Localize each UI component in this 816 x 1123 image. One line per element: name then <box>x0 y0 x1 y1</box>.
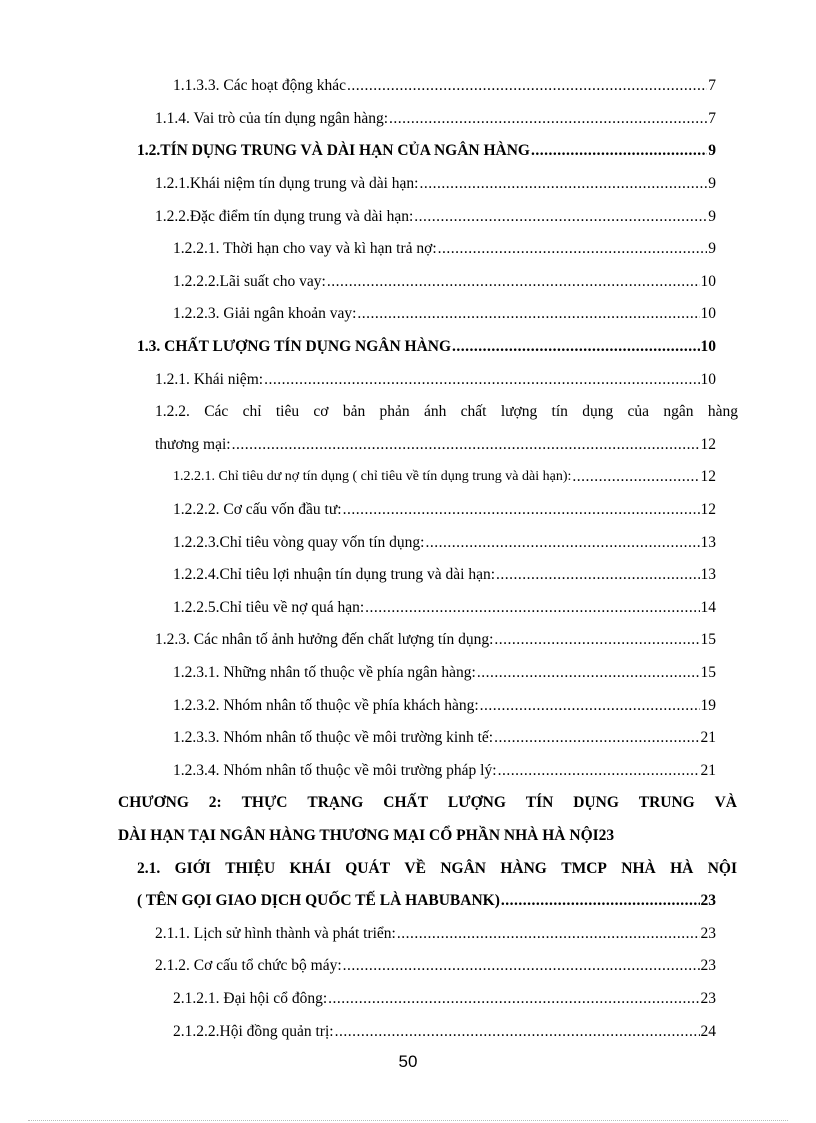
page-edge-divider <box>28 1120 788 1121</box>
toc-word: chỉ <box>242 403 262 421</box>
toc-word: VÀ <box>714 794 737 812</box>
toc-word: GIỚI <box>174 859 211 877</box>
toc-word: 2: <box>208 794 222 812</box>
toc-entry-title: 1.2.2.2. Cơ cấu vốn đầu tư: <box>173 501 342 519</box>
toc-entry-title: 1.2.3.3. Nhóm nhân tố thuộc về môi trường kinh tế: <box>173 729 494 747</box>
toc-entry <box>0 494 816 527</box>
toc-entry <box>0 429 816 462</box>
toc-word: LƯỢNG <box>447 794 506 812</box>
toc-entry-title: thương mại: <box>155 435 231 453</box>
toc-entry <box>0 461 816 494</box>
toc-page-number: 7 <box>708 109 716 127</box>
toc-entry-title: 1.2.3.2. Nhóm nhân tố thuộc về phía khách hàng: <box>173 696 479 714</box>
toc-entry <box>0 1015 816 1048</box>
toc-entry <box>0 331 816 364</box>
leader-dots <box>343 501 700 519</box>
toc-entry-title: 1.2.1.Khái niệm tín dụng trung và dài hạn: <box>155 175 419 193</box>
page-number-footer: 50 <box>398 1052 418 1071</box>
chapter-heading <box>0 787 816 820</box>
toc-word: TRẠNG <box>307 794 364 812</box>
toc-entry-title: 1.2.2.4.Chỉ tiêu lợi nhuận tín dụng trung và dài hạn: <box>173 566 496 584</box>
toc-entry <box>0 135 816 168</box>
toc-word: dụng <box>582 403 614 421</box>
leader-dots <box>419 175 707 193</box>
toc-word: TRUNG <box>638 794 695 812</box>
toc-entry-title: 1.2.3.4. Nhóm nhân tố thuộc về môi trường pháp lý: <box>173 761 497 779</box>
toc-entry-title: 1.2.TÍN DỤNG TRUNG VÀ DÀI HẠN CỦA NGÂN HÀNG <box>137 142 530 160</box>
toc-entry <box>0 917 816 950</box>
toc-word: HÀNG <box>500 859 547 877</box>
toc-page-number: 21 <box>700 729 716 747</box>
toc-entry <box>0 298 816 331</box>
toc-word: chất <box>460 403 487 421</box>
leader-dots <box>494 631 699 649</box>
toc-page-number: 23 <box>700 989 716 1007</box>
leader-dots <box>498 762 700 780</box>
toc-page-number: 12 <box>700 435 716 453</box>
toc-word: 1.2.2. <box>155 403 190 421</box>
toc-entry-title: 1.1.4. Vai trò của tín dụng ngân hàng: <box>155 109 389 127</box>
toc-entry <box>0 592 816 625</box>
toc-page-number: 13 <box>700 533 716 551</box>
leader-dots <box>501 892 700 910</box>
leader-dots <box>572 468 699 486</box>
toc-entry <box>0 266 816 299</box>
toc-page-number: 24 <box>700 1022 716 1040</box>
toc-word: Các <box>204 403 229 421</box>
toc-entry <box>0 559 816 592</box>
toc-word: của <box>627 403 650 421</box>
leader-dots <box>232 436 700 454</box>
toc-page-number: 10 <box>700 305 716 323</box>
leader-dots <box>531 142 707 160</box>
toc-word: 2.1. <box>137 859 161 877</box>
toc-entry-justified <box>0 396 816 429</box>
toc-entry-title: 2.1.1. Lịch sử hình thành và phát triển: <box>155 924 396 942</box>
toc-page-number: 9 <box>708 240 716 258</box>
toc-word: hàng <box>707 403 738 421</box>
toc-entry-title: 1.1.3.3. Các hoạt động khác <box>173 77 347 95</box>
toc-entry-title: 2.1.2. Cơ cấu tổ chức bộ máy: <box>155 957 342 975</box>
toc-page-number: 12 <box>700 468 716 486</box>
toc-word: DỤNG <box>573 794 619 812</box>
toc-entry-title: 1.2.2.3.Chỉ tiêu vòng quay vốn tín dụng: <box>173 533 425 551</box>
toc-entry <box>0 983 816 1016</box>
toc-page-number: 10 <box>700 370 716 388</box>
toc-page-number: 10 <box>700 272 716 290</box>
toc-word: NỘI <box>707 859 737 877</box>
toc-word: NGÂN <box>440 859 486 877</box>
toc-word: ngân <box>663 403 694 421</box>
leader-dots <box>397 925 700 943</box>
toc-entry-title: 1.3. CHẤT LƯỢNG TÍN DỤNG NGÂN HÀNG <box>137 338 452 356</box>
toc-entry <box>0 168 816 201</box>
toc-entry <box>0 233 816 266</box>
leader-dots <box>425 534 699 552</box>
leader-dots <box>438 240 708 258</box>
toc-entry <box>0 70 816 103</box>
toc-entry <box>0 363 816 396</box>
toc-word: phản <box>379 403 410 421</box>
toc-page-number: 15 <box>700 663 716 681</box>
toc-page-number: 9 <box>708 142 716 160</box>
toc-entry-title: 1.2.2.1. Thời hạn cho vay và kì hạn trả nợ: <box>173 240 437 258</box>
toc-word: TMCP <box>561 859 607 877</box>
leader-dots <box>365 599 699 617</box>
toc-entry <box>0 624 816 657</box>
toc-entry-title: 1.2.2.Đặc điểm tín dụng trung và dài hạn: <box>155 207 414 225</box>
toc-entry <box>0 950 816 983</box>
toc-entry-title: 1.2.2.3. Giải ngân khoản vay: <box>173 305 357 323</box>
chapter-heading-continued <box>0 820 816 853</box>
toc-word: tín <box>551 403 568 421</box>
toc-page-number: 23 <box>700 957 716 975</box>
toc-word: HÀ <box>670 859 694 877</box>
toc-entry-title: DÀI HẠN TẠI NGÂN HÀNG THƯƠNG MẠI CỔ PHẦN NHÀ HÀ NỘI <box>118 826 599 844</box>
toc-entry <box>0 722 816 755</box>
toc-page-number: 19 <box>700 696 716 714</box>
leader-dots <box>327 273 700 291</box>
toc-page-number: 14 <box>700 598 716 616</box>
toc-page-number: 21 <box>700 761 716 779</box>
toc-word: CHẤT <box>383 794 429 812</box>
leader-dots <box>328 990 699 1008</box>
toc-word: THỰC <box>241 794 288 812</box>
section-heading <box>0 852 816 885</box>
toc-word: THIỆU <box>225 859 276 877</box>
toc-entry <box>0 689 816 722</box>
toc-word: VỀ <box>404 859 426 877</box>
toc-word: QUÁT <box>345 859 391 877</box>
toc-entry-title: ( TÊN GỌI GIAO DỊCH QUỐC TẾ LÀ HABUBANK) <box>137 892 500 910</box>
toc-entry-title: 1.2.1. Khái niệm: <box>155 370 264 388</box>
leader-dots <box>335 1023 700 1041</box>
toc-word: tiêu <box>275 403 300 421</box>
toc-entry-title: 2.1.2.2.Hội đồng quản trị: <box>173 1022 334 1040</box>
leader-dots <box>494 729 699 747</box>
toc-word: lượng <box>500 403 538 421</box>
leader-dots <box>414 208 707 226</box>
leader-dots <box>347 77 707 95</box>
toc-word: KHÁI <box>289 859 331 877</box>
toc-entry <box>0 103 816 136</box>
leader-dots <box>496 566 699 584</box>
leader-dots <box>357 305 699 323</box>
toc-word: NHÀ <box>621 859 656 877</box>
table-of-contents <box>0 70 816 1048</box>
toc-entry <box>0 200 816 233</box>
toc-page-number: 13 <box>700 566 716 584</box>
toc-page-number: 10 <box>700 338 716 356</box>
toc-entry <box>0 526 816 559</box>
toc-word: bản <box>342 403 366 421</box>
toc-entry-title: 1.2.2.2.Lãi suất cho vay: <box>173 272 326 290</box>
leader-dots <box>477 664 700 682</box>
toc-page-number: 9 <box>708 175 716 193</box>
toc-word: ánh <box>423 403 447 421</box>
toc-entry-title: 1.2.3. Các nhân tố ảnh hưởng đến chất lượng tín dụng: <box>155 631 494 649</box>
toc-entry <box>0 754 816 787</box>
leader-dots <box>264 371 699 389</box>
leader-dots <box>343 957 700 975</box>
leader-dots <box>389 110 707 128</box>
toc-word: CHƯƠNG <box>118 794 189 812</box>
toc-page-number: 15 <box>700 631 716 649</box>
toc-entry <box>0 657 816 690</box>
toc-page-number: 23 <box>598 826 615 844</box>
toc-entry <box>0 885 816 918</box>
toc-word: cơ <box>313 403 329 421</box>
toc-page-number: 9 <box>708 207 716 225</box>
toc-page-number: 23 <box>700 924 716 942</box>
toc-page-number: 12 <box>700 501 716 519</box>
toc-entry-title: 2.1.2.1. Đại hội cổ đông: <box>173 989 328 1007</box>
leader-dots <box>480 697 700 715</box>
toc-entry-title: 1.2.3.1. Những nhân tố thuộc về phía ngân hàng: <box>173 663 476 681</box>
toc-entry-title: 1.2.2.5.Chỉ tiêu về nợ quá hạn: <box>173 598 365 616</box>
toc-page-number: 23 <box>700 892 716 910</box>
toc-page-number: 7 <box>708 77 716 95</box>
leader-dots <box>452 338 699 356</box>
toc-word: TÍN <box>525 794 554 812</box>
toc-entry-title: 1.2.2.1. Chỉ tiêu dư nợ tín dụng ( chỉ tiêu về tín dụng trung và dài hạn): <box>173 469 572 485</box>
